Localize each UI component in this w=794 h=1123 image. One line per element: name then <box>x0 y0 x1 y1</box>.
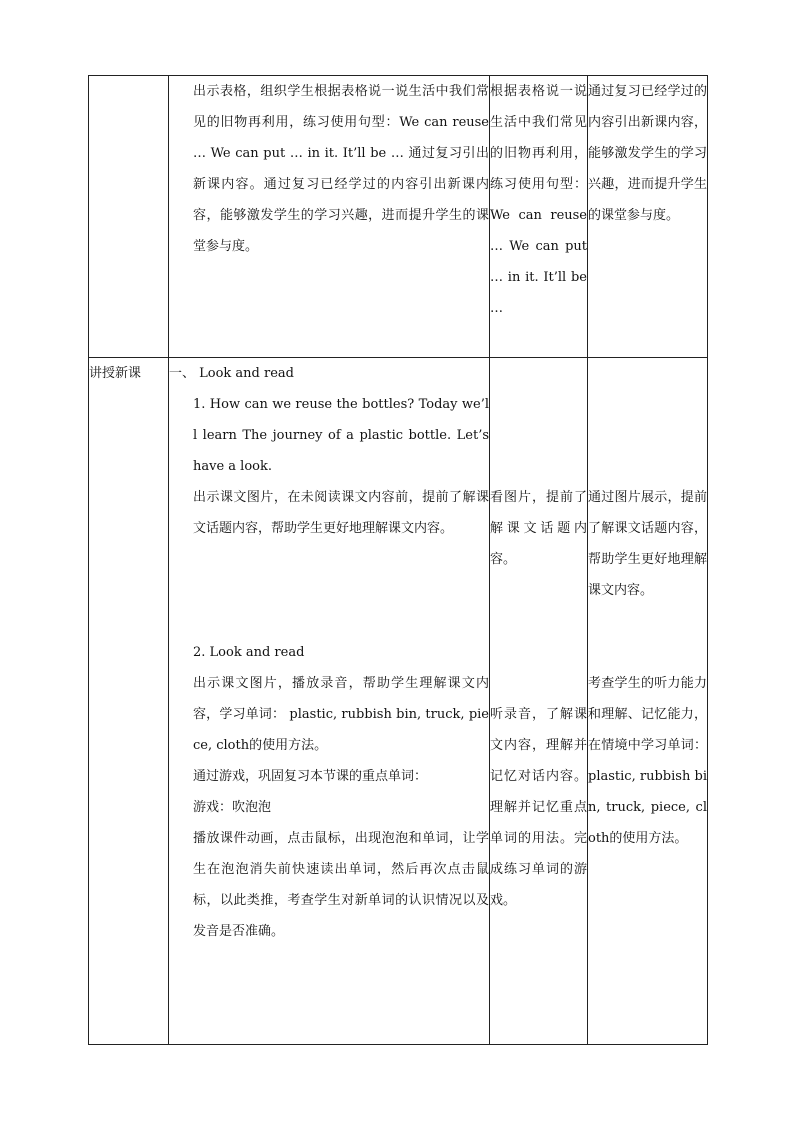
section-heading: 一、 Look and read <box>169 366 294 381</box>
part2-game-description: 播放课件动画，点击鼠标，出现泡泡和单词，让学生在泡泡消失前快速读出单词，然后再次点击鼠标，以此类推，考查学生对新单词的认识情况以及发音是否准确。 <box>193 831 489 939</box>
design-intent-cell <box>588 76 708 358</box>
student-activity-cell <box>490 358 588 1045</box>
part1-student-text: 看图片，提前了解课文话题内容。 <box>490 490 587 567</box>
part1-intro: 1. How can we reuse the bottles? Today we’ll learn The journey of a plastic bottle. Let’s have a look. <box>193 397 489 474</box>
table-row <box>89 76 708 358</box>
table-row <box>89 358 708 1045</box>
design-intent-cell <box>588 358 708 1045</box>
part2-game-intro: 通过游戏，巩固复习本节课的重点单词： <box>193 769 428 784</box>
part2-game-name: 游戏：吹泡泡 <box>193 800 272 815</box>
part2-heading: 2. Look and read <box>193 645 305 660</box>
stage-cell <box>89 358 169 1045</box>
teacher-activity-cell <box>169 358 490 1045</box>
part2-description: 出示课文图片，播放录音，帮助学生理解课文内容，学习单词： plastic, rubbish bin, truck, piece, cloth的使用方法。 <box>193 676 489 753</box>
part2-intent-text: 考查学生的听力能力和理解、记忆能力，在情境中学习单词：plastic, rubbish bin, truck, piece, cloth的使用方法。 <box>588 676 707 846</box>
teacher-activity-cell <box>169 76 490 358</box>
student-activity-text: 根据表格说一说生活中我们常见的旧物再利用，练习使用句型：We can reuse … We can put … in it. It’ll be … <box>490 84 587 316</box>
part1-intent-text: 通过图片展示，提前了解课文话题内容，帮助学生更好地理解课文内容。 <box>588 490 707 598</box>
stage-cell <box>89 76 169 358</box>
lesson-plan-table <box>88 75 708 1045</box>
student-activity-cell <box>490 76 588 358</box>
part1-description: 出示课文图片，在未阅读课文内容前，提前了解课文话题内容，帮助学生更好地理解课文内容。 <box>193 490 489 536</box>
design-intent-text: 通过复习已经学过的内容引出新课内容，能够激发学生的学习兴趣，进而提升学生的课堂参与度。 <box>588 84 707 223</box>
review-paragraph: 出示表格，组织学生根据表格说一说生活中我们常见的旧物再利用，练习使用句型：We can reuse … We can put … in it. It’ll be … 通过复习引出新课内容。通过复习已经学过的内容引出新课内容，能够激发学生的学习兴趣，进而提升学生的课堂参与度。 <box>193 84 489 254</box>
stage-label: 讲授新课 <box>89 366 142 381</box>
part2-student-text: 听录音，了解课文内容，理解并记忆对话内容。理解并记忆重点单词的用法。完成练习单词的游戏。 <box>490 707 587 908</box>
